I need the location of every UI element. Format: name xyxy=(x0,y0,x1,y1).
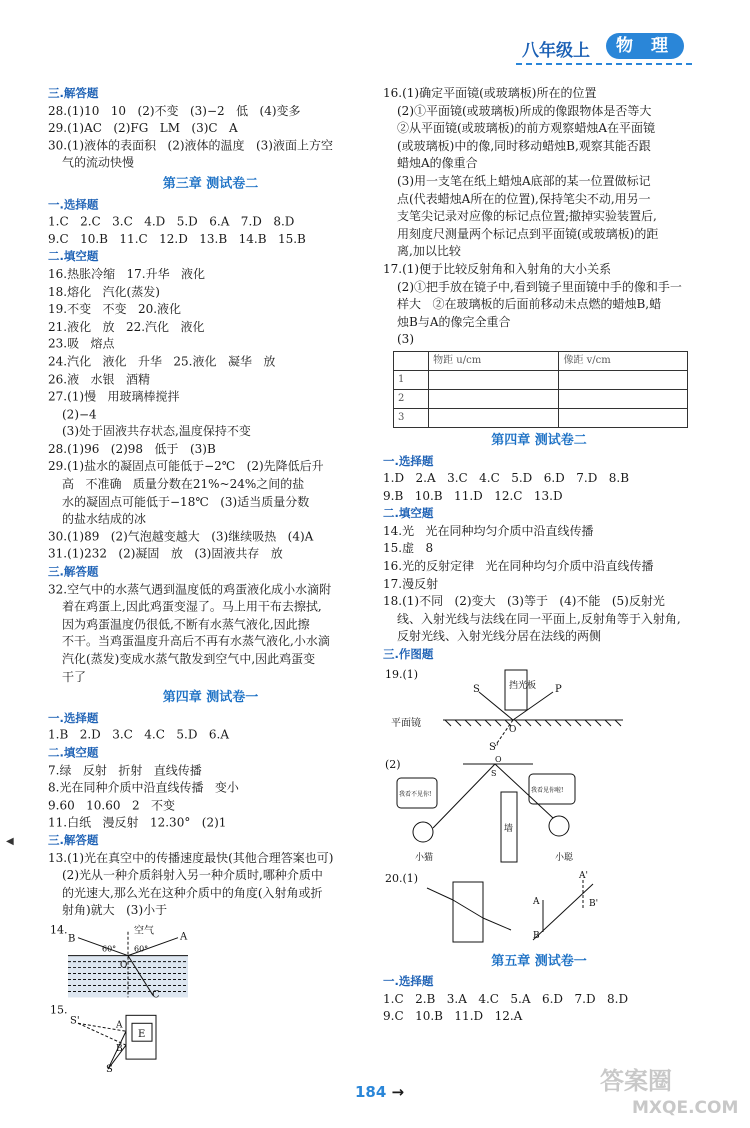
answer-line: 27.(1)慢 用玻璃棒搅拌 xyxy=(48,389,180,404)
section-heading: 二.填空题 xyxy=(48,745,99,760)
fig19a-mirror-hatch xyxy=(525,720,531,726)
chapter-title: 第四章 测试卷二 xyxy=(491,432,587,448)
answer-line: (3)用一支笔在纸上蜡烛A底部的某一位置做标记 xyxy=(397,173,651,188)
answer-line: 11.白纸 漫反射 12.30° (2)1 xyxy=(48,815,227,830)
data-table xyxy=(393,351,688,428)
page-number: 184 → xyxy=(355,1083,405,1101)
fig20-glass-block xyxy=(453,882,483,942)
answer-line: 支笔尖记录对应像的标记点位置;撤掉实验装置后, xyxy=(397,209,657,224)
table-cell xyxy=(559,370,688,389)
fig19a-mirror-hatch xyxy=(585,720,591,726)
fig19a-mirror-hatch xyxy=(615,720,621,726)
answer-line: 21.液化 放 22.汽化 液化 xyxy=(48,319,205,334)
table-cell: 1 xyxy=(394,370,429,389)
fig19b-svg xyxy=(383,756,683,868)
answer-line: 19.不变 不变 20.液化 xyxy=(48,302,182,316)
figure-fig15 xyxy=(48,1001,373,1073)
fig19a-mirror-hatch xyxy=(545,720,551,726)
table-row xyxy=(394,370,688,389)
fig19a-mirror-hatch xyxy=(595,720,601,726)
figure-fig19a xyxy=(383,666,695,754)
fig14-angle-1: 60° xyxy=(102,944,117,954)
fig20-ray-mid xyxy=(453,900,483,918)
answer-line: (或玻璃板)中的像,同时移动蜡烛B,观察其能否跟 xyxy=(397,138,651,153)
section-heading: 三.解答题 xyxy=(48,85,99,100)
table-cell xyxy=(559,408,688,427)
answer-line: 烛B与A的像完全重合 xyxy=(397,314,511,329)
table-cell xyxy=(429,370,559,389)
answer-line: 7.绿 反射 折射 直线传播 xyxy=(48,763,202,778)
fig14-point-A: A xyxy=(179,931,188,943)
section-heading: 一.选择题 xyxy=(383,453,434,468)
fig19b-point-S: S xyxy=(491,768,497,778)
fig19a-point-S: S xyxy=(473,683,480,695)
answer-line: 29.(1)AC (2)FG LM (3)C A xyxy=(48,121,238,135)
answer-line: 汽化(蒸发)变成水蒸气散发到空气中,因此鸡蛋变 xyxy=(62,652,316,667)
watermark-url: MXQE.COM xyxy=(632,1098,739,1118)
answer-line: (3)处于固液共存状态,温度保持不变 xyxy=(62,424,251,439)
answer-line: 15.虚 8 xyxy=(383,541,434,556)
answer-line: (2)①平面镜(或玻璃板)所成的像跟物体是否等大 xyxy=(397,103,652,118)
fig19b-wall-label: 墙 xyxy=(504,823,514,834)
answer-line: 17.(1)便于比较反射角和入射角的大小关系 xyxy=(383,261,612,276)
answer-line: 的盐水结成的冰 xyxy=(62,512,147,527)
fig14-point-B: B xyxy=(68,933,76,945)
answer-line: 16.(1)确定平面镜(或玻璃板)所在的位置 xyxy=(383,86,597,100)
section-heading: 一.选择题 xyxy=(48,196,99,211)
fig19a-mirror-hatch xyxy=(575,720,581,726)
answer-line: 23.吸 熔点 xyxy=(48,337,115,351)
figure-fig20 xyxy=(383,870,695,950)
fig19a-mirror-hatch xyxy=(565,720,571,726)
fig19a-point-S1: S' xyxy=(489,741,499,753)
fig19b-bubble-1-text: 我看不见你! xyxy=(399,790,432,798)
answer-line: 9.C 10.B 11.D 12.A xyxy=(383,1009,523,1024)
answer-line: 1.C 2.B 3.A 4.C 5.A 6.D 7.D 8.D xyxy=(383,991,629,1006)
fig19b-kid-figure xyxy=(549,816,569,836)
fig15-point-B: B xyxy=(116,1044,123,1055)
answer-line: 射角)就大 (3)小于 xyxy=(62,903,168,918)
answer-line: (3) xyxy=(397,332,414,347)
answer-line: 着在鸡蛋上,因此鸡蛋变湿了。马上用干布去擦拭, xyxy=(62,599,322,614)
answer-line: 1.B 2.D 3.C 4.C 5.D 6.A xyxy=(48,728,230,743)
header-grade: 八年级上 xyxy=(522,41,590,61)
answer-line: 离,加以比较 xyxy=(397,244,461,259)
fig19b-ray-1 xyxy=(433,764,495,828)
answer-line: 样大 ②在玻璃板的后面前移动未点燃的蜡烛B,蜡 xyxy=(397,297,662,312)
section-heading: 一.选择题 xyxy=(383,974,434,989)
answer-line: 8.光在同种介质中沿直线传播 变小 xyxy=(48,780,239,795)
fig20-ray-out xyxy=(483,918,511,930)
table-row xyxy=(394,389,688,408)
watermark-logo: 答案圈 xyxy=(600,1067,672,1095)
fig14-label: 14. xyxy=(50,923,68,937)
answer-line: 1.C 2.C 3.C 4.D 5.D 6.A 7.D 8.D xyxy=(48,214,295,229)
fig19b-bubble-2-text: 我看见你啦! xyxy=(531,786,564,794)
fig19a-mirror-hatch xyxy=(445,720,451,726)
section-heading: 二.填空题 xyxy=(383,506,434,521)
answer-line: ②从平面镜(或玻璃板)的前方观察蜡烛A在平面镜 xyxy=(397,121,656,136)
answer-line: (2)光从一种介质斜射入另一种介质时,哪种介质中 xyxy=(62,868,323,883)
answer-line: (2)①把手放在镜子中,看到镜子里面镜中手的像和手一 xyxy=(397,279,682,294)
section-heading: 三.作图题 xyxy=(383,647,434,662)
answer-line: 干了 xyxy=(62,669,87,684)
fig20-svg xyxy=(383,870,683,950)
answer-line: 反射光线、入射光线分居在法线的两侧 xyxy=(397,629,602,644)
fig19a-mirror-hatch xyxy=(535,720,541,726)
fig19b-cat-figure xyxy=(413,822,433,842)
margin-mark-icon: ◀ xyxy=(6,836,14,847)
answer-line: 因为鸡蛋温度仍很低,不断有水蒸气液化,因此擦 xyxy=(62,617,310,632)
table-header-row xyxy=(394,351,688,370)
answer-line: 29.(1)盐水的凝固点可能低于−2℃ (2)先降低后升 xyxy=(48,459,324,474)
fig14-point-C: C xyxy=(152,989,160,1000)
section-heading: 一.选择题 xyxy=(48,710,99,725)
fig19a-point-O: O xyxy=(509,724,517,735)
fig15-svg xyxy=(48,1001,198,1073)
answer-line: 线、入射光线与法线在同一平面上,反射角等于入射角, xyxy=(397,611,681,626)
answer-line: 30.(1)89 (2)气泡越变越大 (3)继续吸热 (4)A xyxy=(48,529,314,544)
answer-line: 28.(1)10 10 (2)不变 (3)−2 低 (4)变多 xyxy=(48,103,301,118)
answer-line: 1.D 2.A 3.C 4.C 5.D 6.D 7.D 8.B xyxy=(383,471,630,486)
answer-line: 气的流动快慢 xyxy=(62,156,135,170)
table-cell xyxy=(429,408,559,427)
fig15-label: 15. xyxy=(50,1003,68,1017)
answer-line: 蜡烛A的像重合 xyxy=(397,156,478,171)
fig19a-mirror-hatch xyxy=(465,720,471,726)
answer-line: (2)−4 xyxy=(62,407,97,421)
fig20-label: 20.(1) xyxy=(385,871,419,885)
right-column xyxy=(383,85,695,1026)
fig14-angle-2: 60° xyxy=(134,944,149,954)
fig20-point-A: A xyxy=(533,896,540,907)
fig15-point-S1: S' xyxy=(70,1015,80,1027)
answer-line: 的光速大,那么光在这种介质中的角度(入射角或折 xyxy=(62,885,323,900)
fig19a-mirror-hatch xyxy=(555,720,561,726)
answer-line: 14.光 光在同种均匀介质中沿直线传播 xyxy=(383,523,594,538)
answer-line: 16.热胀冷缩 17.升华 液化 xyxy=(48,267,206,281)
fig19a-mirror-hatch xyxy=(495,720,501,726)
chapter-title: 第三章 测试卷二 xyxy=(162,176,259,192)
fig19b-cat-label: 小猫 xyxy=(415,852,434,863)
chapter-title: 第四章 测试卷一 xyxy=(162,690,259,706)
answer-line: 30.(1)液体的表面积 (2)液体的温度 (3)液面上方空 xyxy=(48,138,333,153)
fig19a-incident xyxy=(479,692,513,720)
fig14-svg xyxy=(48,922,198,1000)
table-cell xyxy=(429,389,559,408)
fig20-mirror xyxy=(533,884,593,940)
fig20-point-B1: B' xyxy=(589,898,599,909)
answer-line: 18.(1)不同 (2)变大 (3)等于 (4)不能 (5)反射光 xyxy=(383,594,665,609)
answer-line: 26.液 水银 酒精 xyxy=(48,372,150,386)
fig19b-label: (2) xyxy=(385,757,401,771)
answer-line: 17.漫反射 xyxy=(383,576,439,591)
table-header-cell: 物距 u/cm xyxy=(429,351,559,370)
answer-line: 18.熔化 汽化(蒸发) xyxy=(48,284,160,299)
answer-line: 31.(1)232 (2)凝固 放 (3)固液共存 放 xyxy=(48,547,283,562)
fig19a-reflected xyxy=(513,692,553,720)
section-heading: 三.解答题 xyxy=(48,564,99,579)
fig15-point-S: S xyxy=(106,1063,113,1073)
answer-line: 用刻度尺测量两个标记点到平面镜(或玻璃板)的距 xyxy=(397,226,659,241)
answer-line: 9.B 10.B 11.D 12.C 13.D xyxy=(383,488,563,503)
answer-line: 高 不准确 质量分数在21%~24%之间的盐 xyxy=(62,477,305,492)
fig19a-board-label: 挡光板 xyxy=(509,680,537,691)
section-heading: 三.解答题 xyxy=(48,833,99,848)
answer-line: 不干。当鸡蛋温度升高后不再有水蒸气液化,小水滴 xyxy=(62,634,330,649)
fig20-point-B: B xyxy=(533,930,540,941)
table-row xyxy=(394,408,688,427)
header-subject-badge: 物 理 xyxy=(606,33,684,59)
fig15-point-A: A xyxy=(116,1020,123,1031)
answer-line: 点(代表蜡烛A所在的位置),保持笔尖不动,用另一 xyxy=(397,191,651,206)
header-divider xyxy=(516,63,692,65)
answer-line: 28.(1)96 (2)98 低于 (3)B xyxy=(48,442,216,457)
fig19b-kid-label: 小聪 xyxy=(555,852,574,863)
fig20-point-A1: A' xyxy=(579,870,588,881)
fig14-point-O: O xyxy=(120,960,128,971)
fig20-ray-in xyxy=(427,888,453,900)
answer-line: 水的凝固点可能低于−18℃ (3)适当质量分数 xyxy=(62,494,310,509)
answer-line: 9.C 10.B 11.C 12.D 13.B 14.B 15.B xyxy=(48,232,306,246)
table-header-cell: 像距 v/cm xyxy=(559,351,688,370)
fig19a-svg xyxy=(383,666,683,754)
left-column xyxy=(48,85,373,1075)
fig19a-mirror-hatch xyxy=(485,720,491,726)
answer-line: 32.空气中的水蒸气遇到温度低的鸡蛋液化成小水滴附 xyxy=(48,582,332,597)
fig15-point-E: E xyxy=(138,1029,146,1041)
table-cell xyxy=(559,389,688,408)
chapter-title: 第五章 测试卷一 xyxy=(491,953,587,969)
table-cell: 2 xyxy=(394,389,429,408)
figure-fig14 xyxy=(48,922,373,1000)
fig14-air-label: 空气 xyxy=(134,925,155,937)
fig19a-label: 19.(1) xyxy=(385,667,419,681)
fig19a-mirror-hatch xyxy=(605,720,611,726)
section-heading: 二.填空题 xyxy=(48,249,99,264)
fig19b-point-O: O xyxy=(495,755,502,764)
answer-line: 13.(1)光在真空中的传播速度最快(其他合理答案也可) xyxy=(48,850,334,865)
answer-line: 24.汽化 液化 升华 25.液化 凝华 放 xyxy=(48,354,276,369)
answer-line: 16.光的反射定律 光在同种均匀介质中沿直线传播 xyxy=(383,559,654,574)
fig19a-mirror-hatch xyxy=(475,720,481,726)
fig19a-mirror-hatch xyxy=(455,720,461,726)
table-cell: 3 xyxy=(394,408,429,427)
fig19a-mirror-label: 平面镜 xyxy=(391,717,421,729)
answer-line: 9.60 10.60 2 不变 xyxy=(48,798,176,813)
fig19a-point-P: P xyxy=(555,683,562,695)
table-header-cell xyxy=(394,351,429,370)
figure-fig19b xyxy=(383,756,695,868)
